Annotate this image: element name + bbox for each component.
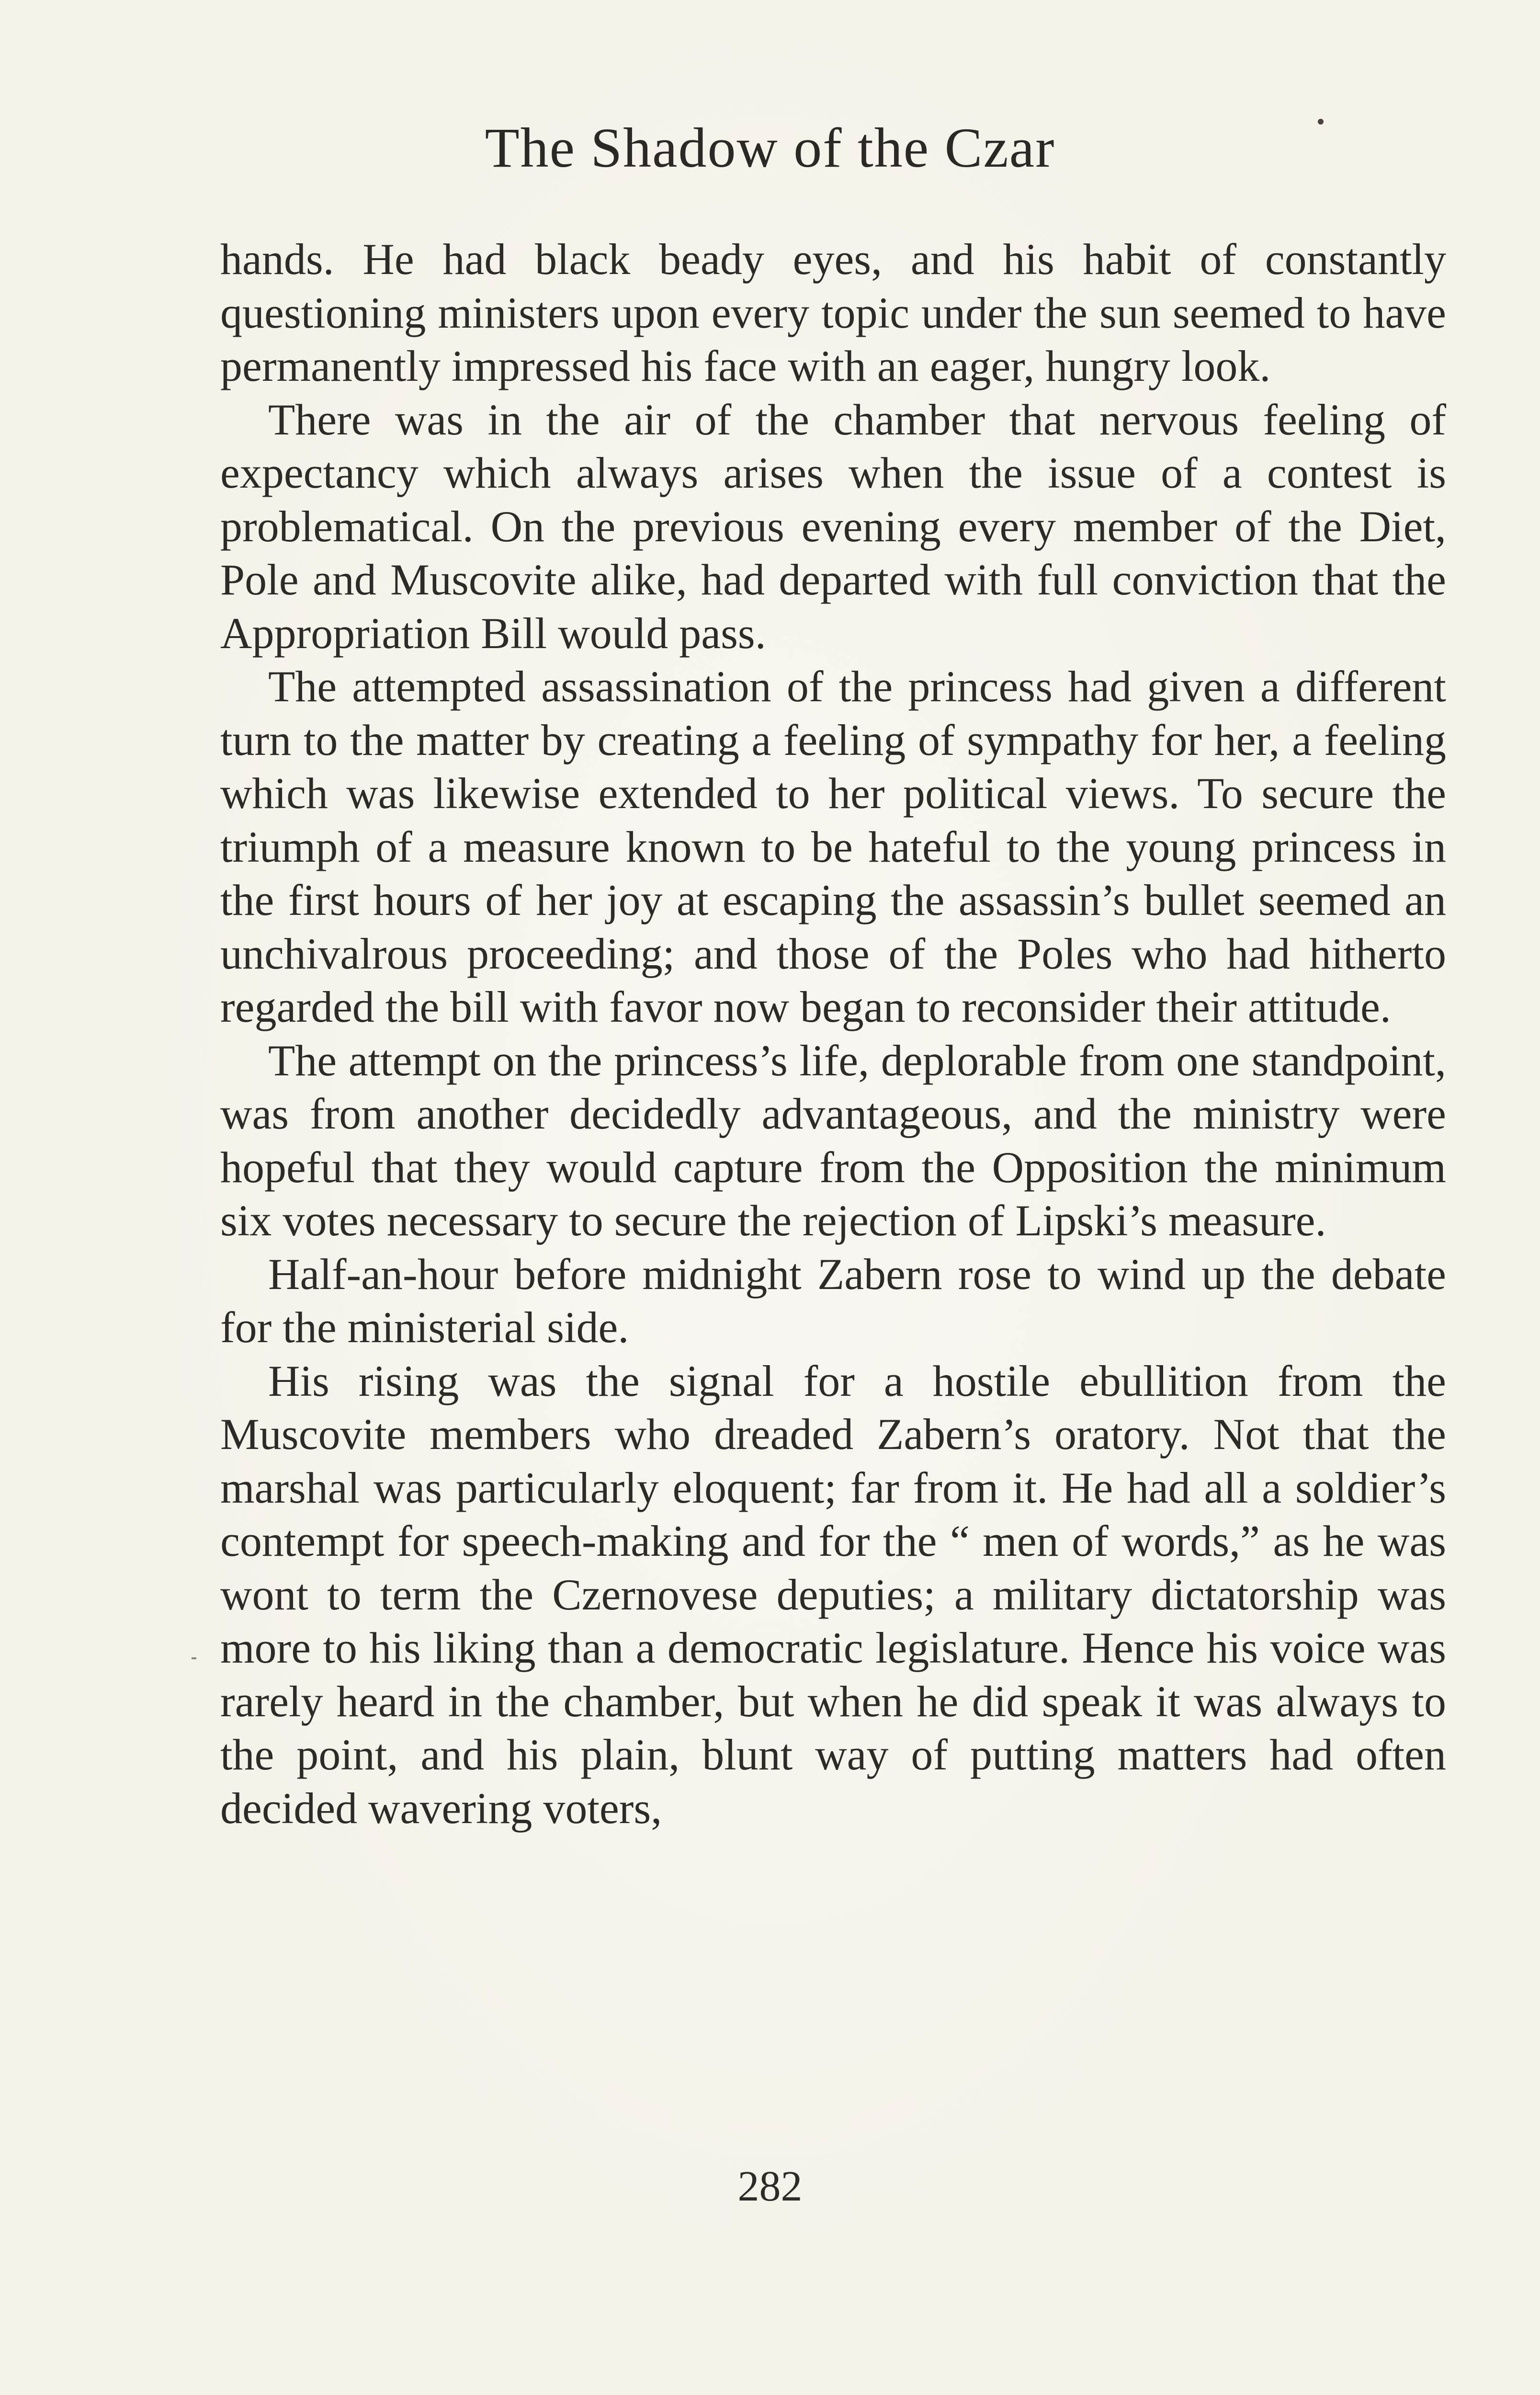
paragraph-5: Half-an-hour before midnight Zabern rose to wind up the debate for the ministerial side.: [220, 1249, 1446, 1352]
paragraph-4: The attempt on the princess’s life, deplorable from one standpoint, was from another decidedly advantageous, and the ministry were hopeful that they would capture from the Opposition the minimum six votes necessary to secure the rejection of Lipski’s measure.: [220, 1036, 1446, 1245]
paragraph-6: His rising was the signal for a hostile ebullition from the Muscovite members who dreaded Zabern’s oratory. Not that the marshal was particularly eloquent; far from it. He had all a soldier’s contempt for speech-making and for the “ men of words,” as he was wont to term the Czernovese deputies; a military dictatorship was more to his liking than a democratic legislature. Hence his voice was rarely heard in the chamber, but when he did speak it was always to the point, and his plain, blunt way of putting matters had often decided wavering voters,: [220, 1356, 1446, 1833]
page-number: 282: [737, 2163, 803, 2210]
running-head: The Shadow of the Czar: [485, 116, 1055, 179]
margin-mark: [192, 1657, 196, 1659]
paragraph-2: There was in the air of the chamber that nervous feeling of expectancy which always arises when the issue of a contest is problematical. On the previous evening every member of the Diet, Pole and Muscovite alike, had departed with full conviction that the Appropriation Bill would pass.: [220, 395, 1446, 658]
paragraph-3: The attempted assassination of the princess had given a different turn to the matter by creating a feeling of sympathy for her, a feeling which was likewise extended to her political views. To secure the triumph of a measure known to be hateful to the young princess in the first hours of her joy at escaping the assassin’s bullet seemed an unchivalrous proceeding; and those of the Poles who had hitherto regarded the bill with favor now began to reconsider their attitude.: [220, 662, 1446, 1031]
body-text: [220, 233, 1446, 1835]
paragraph-1: hands. He had black beady eyes, and his habit of constantly questioning ministers upon every topic under the sun seemed to have permanently impressed his face with an eager, hungry look.: [220, 235, 1446, 390]
